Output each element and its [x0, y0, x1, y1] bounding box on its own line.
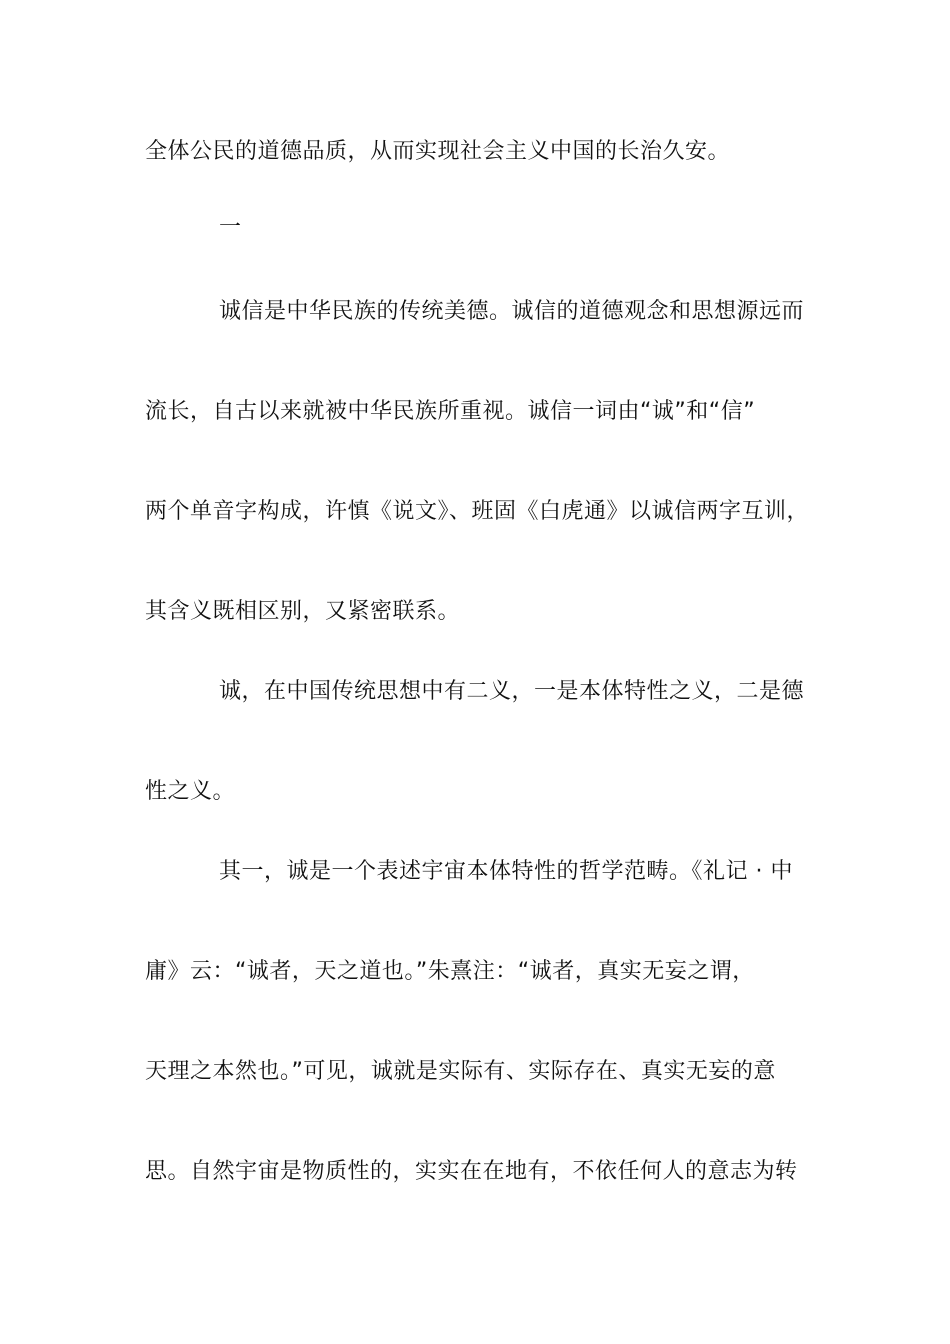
text-line: 其含义既相区别，又紧密联系。	[145, 599, 461, 624]
text-line: 庸》云：“诚者，天之道也。”朱熹注：“诚者，真实无妄之谓，	[145, 959, 755, 984]
text-line: 全体公民的道德品质，从而实现社会主义中国的长治久安。	[145, 139, 731, 164]
section-number: 一	[219, 215, 242, 240]
text-line: 流长，自古以来就被中华民族所重视。诚信一词由“诚”和“信”	[145, 399, 756, 424]
text-line: 其一，诚是一个表述宇宙本体特性的哲学范畴。《礼记 · 中	[219, 859, 793, 884]
text-line: 两个单音字构成，许慎《说文》、班固《白虎通》以诚信两字互训，	[145, 499, 810, 524]
text-line: 诚，在中国传统思想中有二义，一是本体特性之义，二是德	[219, 679, 805, 704]
text-line: 思。自然宇宙是物质性的，实实在在地有，不依任何人的意志为转	[145, 1159, 798, 1184]
text-line: 诚信是中华民族的传统美德。诚信的道德观念和思想源远而	[219, 299, 805, 324]
text-line: 天理之本然也。”可见，诚就是实际有、实际存在、真实无妄的意	[145, 1059, 776, 1084]
text-line: 性之义。	[145, 779, 236, 804]
